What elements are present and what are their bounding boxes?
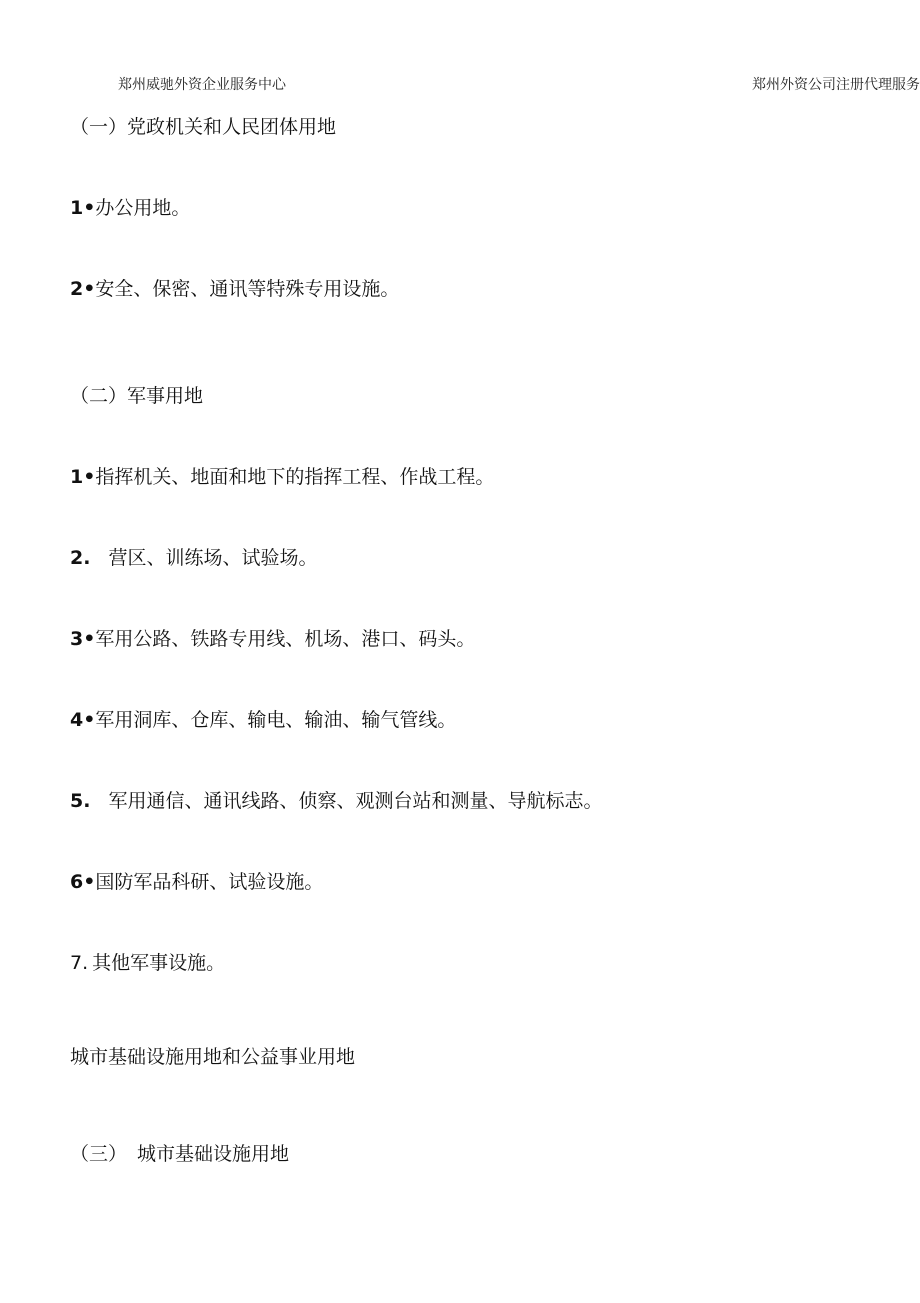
s2-item-4-num: 4•	[70, 709, 96, 731]
s2-item-6-num: 6•	[70, 871, 96, 893]
s2-item-4-text: 军用洞库、仓库、输电、输油、输气管线。	[95, 709, 457, 731]
s2-item-5	[70, 788, 602, 814]
s2-item-7	[70, 950, 225, 976]
s2-item-1	[70, 464, 494, 490]
header-right-text: 郑州外资公司注册代理服务	[752, 77, 920, 93]
s1-item-1	[70, 195, 190, 221]
section3-label: （三）	[70, 1143, 128, 1165]
s2-item-3-num: 3•	[70, 628, 96, 650]
category-title: 城市基础设施用地和公益事业用地	[70, 1046, 356, 1068]
s2-item-1-text: 指挥机关、地面和地下的指挥工程、作战工程。	[95, 466, 495, 488]
s2-item-3	[70, 626, 475, 652]
s2-item-2	[70, 545, 317, 571]
s2-item-7-text: 其他军事设施。	[92, 952, 226, 974]
s1-item-2	[70, 276, 399, 302]
s2-item-7-num: 7.	[70, 952, 89, 974]
s2-item-1-num: 1•	[70, 466, 96, 488]
s1-item-2-num: 2•	[70, 278, 96, 300]
s2-item-6	[70, 869, 323, 895]
s1-item-1-text: 办公用地。	[95, 197, 191, 219]
section2-title: （二）军事用地	[70, 385, 204, 407]
s2-item-5-num: 5.	[70, 790, 91, 812]
s2-item-2-text: 营区、训练场、试验场。	[108, 547, 318, 569]
section1-title: （一）党政机关和人民团体用地	[70, 116, 337, 138]
s2-item-4	[70, 707, 456, 733]
s2-item-2-num: 2.	[70, 547, 91, 569]
header-left-text: 郑州威驰外资企业服务中心	[118, 77, 286, 93]
s2-item-5-text: 军用通信、通讯线路、侦察、观测台站和测量、导航标志。	[108, 790, 603, 812]
s2-item-6-text: 国防军品科研、试验设施。	[95, 871, 324, 893]
s1-item-1-num: 1•	[70, 197, 96, 219]
s2-item-3-text: 军用公路、铁路专用线、机场、港口、码头。	[95, 628, 476, 650]
s1-item-2-text: 安全、保密、通讯等特殊专用设施。	[95, 278, 400, 300]
section3-title	[70, 1141, 289, 1167]
section3-text: 城市基础设施用地	[137, 1143, 290, 1165]
